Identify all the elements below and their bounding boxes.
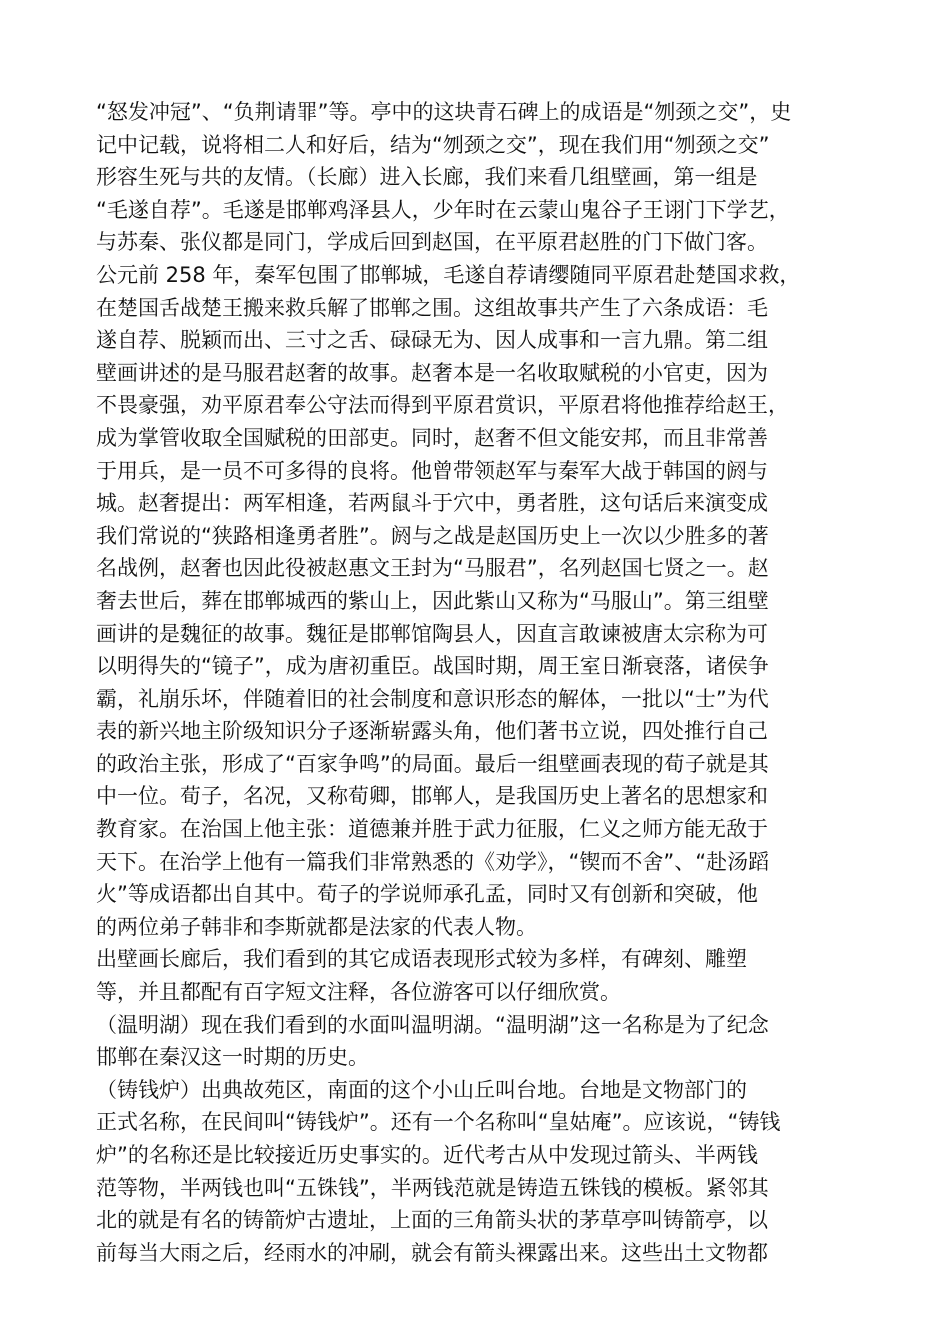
text-line: （温明湖）现在我们看到的水面叫温明湖。“温明湖”这一名称是为了纪念 (96, 1012, 769, 1037)
text-line: 以明得失的“镜子”，成为唐初重臣。战国时期，周王室日渐衰落，诸侯争 (96, 654, 769, 679)
text-line: 北的就是有名的铸箭炉古遗址，上面的三角箭头状的茅草亭叫铸箭亭，以 (96, 1208, 768, 1233)
text-line: 不畏豪强，劝平原君奉公守法而得到平原君赏识，平原君将他推荐给赵王， (96, 393, 789, 418)
text-line: （铸钱炉）出典故苑区，南面的这个小山丘叫台地。台地是文物部门的 (96, 1077, 747, 1102)
text-line: 壁画讲述的是马服君赵奢的故事。赵奢本是一名收取赋税的小官吏，因为 (96, 360, 768, 385)
text-line: 成为掌管收取全国赋税的田部吏。同时，赵奢不但文能安邦，而且非常善 (96, 425, 768, 450)
text-line: 霸，礼崩乐坏，伴随着旧的社会制度和意识形态的解体，一批以“士”为代 (96, 686, 769, 711)
text-line: 画讲的是魏征的故事。魏征是邯郸馆陶县人，因直言敢谏被唐太宗称为可 (96, 621, 768, 646)
text-line: 与苏秦、张仪都是同门，学成后回到赵国，在平原君赵胜的门下做门客。 (96, 230, 768, 255)
text-line: 邯郸在秦汉这一时期的历史。 (96, 1045, 369, 1070)
text-line: 公元前 258 年，秦军包围了邯郸城，毛遂自荐请缨随同平原君赴楚国求救， (96, 262, 801, 287)
text-line: 的两位弟子韩非和李斯就都是法家的代表人物。 (96, 914, 537, 939)
text-line: 天下。在治学上他有一篇我们非常熟悉的《劝学》，“锲而不舍”、“赴汤蹈 (96, 849, 770, 874)
text-line: 教育家。在治国上他主张：道德兼并胜于武力征服，仁义之师方能无敌于 (96, 817, 768, 842)
text-line: 炉”的名称还是比较接近历史事实的。近代考古从中发现过箭头、半两钱 (96, 1143, 758, 1167)
text-line: 出壁画长廊后，我们看到的其它成语表现形式较为多样，有碑刻、雕塑 (96, 947, 747, 972)
text-line: 遂自荐、脱颖而出、三寸之舌、碌碌无为、因人成事和一言九鼎。第二组 (96, 328, 768, 353)
text-line: 的政治主张，形成了“百家争鸣”的局面。最后一组壁画表现的荀子就是其 (96, 751, 769, 776)
text-line: 等，并且都配有百字短文注释，各位游客可以仔细欣赏。 (96, 980, 621, 1005)
text-line: 正式名称，在民间叫“铸钱炉”。还有一个名称叫“皇姑庵”。应该说，“铸钱 (96, 1110, 781, 1135)
text-line: “怒发冲冠”、“负荆请罪”等。亭中的这块青石碑上的成语是“刎颈之交”，史 (96, 100, 792, 124)
text-line: 火”等成语都出自其中。荀子的学说师承孔孟，同时又有创新和突破，他 (96, 882, 758, 907)
text-line: 城。赵奢提出：两军相逢，若两鼠斗于穴中，勇者胜，这句话后来演变成 (96, 491, 768, 516)
text-line: 于用兵，是一员不可多得的良将。他曾带领赵军与秦军大战于韩国的阏与 (96, 458, 768, 483)
text-line: 我们常说的“狭路相逢勇者胜”。阏与之战是赵国历史上一次以少胜多的著 (96, 523, 769, 548)
text-line: 在楚国舌战楚王搬来救兵解了邯郸之围。这组故事共产生了六条成语：毛 (96, 295, 768, 320)
text-line: 形容生死与共的友情。（长廊）进入长廊，我们来看几组壁画，第一组是 (96, 165, 758, 190)
text-line: 记中记载，说将相二人和好后，结为“刎颈之交”，现在我们用“刎颈之交” (96, 132, 770, 157)
text-line: 表的新兴地主阶级知识分子逐渐崭露头角，他们著书立说，四处推行自己 (96, 719, 768, 744)
text-line: “毛遂自荐”。毛遂是邯郸鸡泽县人，少年时在云蒙山鬼谷子王诩门下学艺， (96, 197, 790, 222)
text-line: 名战例，赵奢也因此役被赵惠文王封为“马服君”，名列赵国七贤之一。赵 (96, 556, 769, 581)
text-line: 范等物，半两钱也叫“五铢钱”，半两钱范就是铸造五铢钱的模板。紧邻其 (96, 1175, 769, 1200)
text-line: 前每当大雨之后，经雨水的冲刷，就会有箭头裸露出来。这些出土文物都 (96, 1240, 768, 1265)
text-line: 中一位。荀子，名况，又称荀卿，邯郸人，是我国历史上著名的思想家和 (96, 784, 768, 809)
body-text (96, 96, 876, 1269)
text-line: 奢去世后，葬在邯郸城西的紫山上，因此紫山又称为“马服山”。第三组壁 (96, 588, 769, 613)
